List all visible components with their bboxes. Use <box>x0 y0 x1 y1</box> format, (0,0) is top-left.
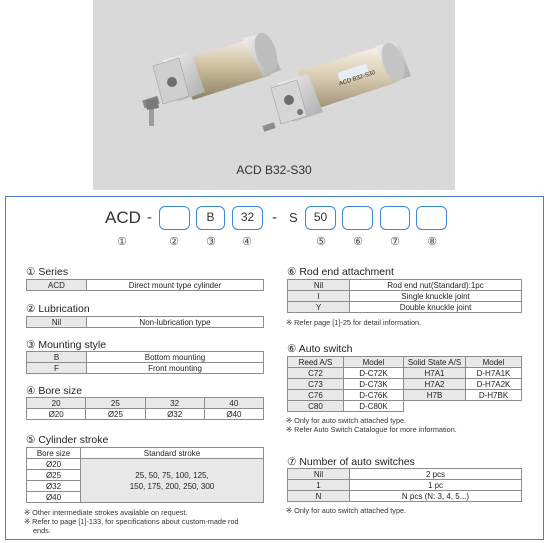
auto-switch-header: Model <box>344 357 404 368</box>
left-cylinder <box>142 30 282 126</box>
auto-switch-table <box>287 356 522 412</box>
code-number: ⑧ <box>427 236 437 248</box>
stroke-col-bore: Bore size <box>27 448 81 459</box>
code-box-switch-count <box>416 206 447 230</box>
bore-code: 20 <box>27 398 86 409</box>
rod-end-code: Y <box>288 302 350 313</box>
lubrication-title: ② Lubrication <box>26 303 90 315</box>
mounting-desc: Bottom mounting <box>87 352 264 363</box>
lubrication-code: Nil <box>27 317 87 328</box>
auto-switch-note: ※ Refer Auto Switch Catalogue for more information. <box>286 425 457 434</box>
bore-size: Ø20 <box>27 409 86 420</box>
code-prefix: ACD <box>105 208 141 227</box>
lubrication-table <box>26 316 264 328</box>
auto-switch-cell: D-C80K <box>344 401 404 412</box>
stroke-note: ※ Other intermediate strokes available on request. <box>24 508 188 517</box>
auto-switch-cell: D-H7A1K <box>466 368 522 379</box>
code-dash: - <box>147 209 152 226</box>
num-switches-code: Nil <box>288 469 350 480</box>
bore-size: Ø40 <box>204 409 263 420</box>
bore-code: 32 <box>145 398 204 409</box>
auto-switch-cell: H7A1 <box>404 368 466 379</box>
bore-title: ④ Bore size <box>26 385 83 397</box>
rod-end-table <box>287 279 522 313</box>
num-switches-desc: N pcs (N: 3, 4, 5...) <box>350 491 522 502</box>
code-box-stroke: 50 <box>305 206 336 230</box>
auto-switch-note: ※ Only for auto switch attached type. <box>286 416 407 425</box>
auto-switch-cell: D-C73K <box>344 379 404 390</box>
auto-switch-header: Reed A/S <box>288 357 344 368</box>
num-switches-table <box>287 468 522 502</box>
mounting-desc: Front mounting <box>87 363 264 374</box>
stroke-values <box>81 459 264 503</box>
series-title: ① Series <box>26 266 69 278</box>
num-switches-note: ※ Only for auto switch attached type. <box>286 506 407 515</box>
auto-switch-cell: D-H7A2K <box>466 379 522 390</box>
auto-switch-cell <box>404 401 466 412</box>
auto-switch-cell: D-H7BK <box>466 390 522 401</box>
rod-end-note: ※ Refer page [1]-25 for detail information. <box>286 318 422 327</box>
rod-end-desc: Double knuckle joint <box>350 302 522 313</box>
mounting-code: B <box>27 352 87 363</box>
auto-switch-cell: D-C72K <box>344 368 404 379</box>
auto-switch-cell: C72 <box>288 368 344 379</box>
rod-end-desc: Rod end nut(Standard):1pc <box>350 280 522 291</box>
code-dash: - <box>272 209 277 226</box>
mounting-code: F <box>27 363 87 374</box>
mounting-table <box>26 351 264 374</box>
code-number: ④ <box>242 236 252 248</box>
code-number: ⑤ <box>316 236 326 248</box>
stroke-values-line1: 25, 50, 75, 100, 125, <box>135 470 209 480</box>
code-number: ② <box>169 236 179 248</box>
bore-code: 25 <box>86 398 145 409</box>
stroke-bore: Ø20 <box>27 459 81 470</box>
stroke-bore: Ø25 <box>27 470 81 481</box>
num-switches-desc: 1 pc <box>350 480 522 491</box>
stroke-bore: Ø40 <box>27 492 81 503</box>
right-cylinder <box>262 40 411 132</box>
series-table <box>26 279 264 291</box>
auto-switch-header: Solid State A/S <box>404 357 466 368</box>
num-switches-code: N <box>288 491 350 502</box>
rod-end-desc: Single knuckle joint <box>350 291 522 302</box>
stroke-col-standard: Standard stroke <box>81 448 264 459</box>
auto-switch-title: ⑥ Auto switch <box>287 343 353 355</box>
num-switches-title: ⑦ Number of auto switches <box>287 456 415 468</box>
series-desc: Direct mount type cylinder <box>87 280 264 291</box>
stroke-bore: Ø32 <box>27 481 81 492</box>
num-switches-desc: 2 pcs <box>350 469 522 480</box>
auto-switch-cell: H7A2 <box>404 379 466 390</box>
code-box-bore: 32 <box>232 206 263 230</box>
rod-end-code: I <box>288 291 350 302</box>
stroke-title: ⑤ Cylinder stroke <box>26 434 109 446</box>
lubrication-desc: Non-lubrication type <box>87 317 264 328</box>
bore-table <box>26 397 264 420</box>
num-switches-code: 1 <box>288 480 350 491</box>
bore-size: Ø25 <box>86 409 145 420</box>
bore-size: Ø32 <box>145 409 204 420</box>
auto-switch-cell: D-C76K <box>344 390 404 401</box>
mounting-title: ③ Mounting style <box>26 339 107 351</box>
cylinder-label: ACD B32-S30 <box>338 70 377 88</box>
code-number: ⑦ <box>390 236 400 248</box>
cylinder-illustration <box>93 0 455 160</box>
auto-switch-cell: C76 <box>288 390 344 401</box>
rod-end-code: Nil <box>288 280 350 291</box>
auto-switch-cell: H7B <box>404 390 466 401</box>
auto-switch-cell: C73 <box>288 379 344 390</box>
stroke-table <box>26 447 264 503</box>
auto-switch-cell: C80 <box>288 401 344 412</box>
code-box-auto-switch <box>380 206 410 230</box>
series-code: ACD <box>27 280 87 291</box>
code-number: ⑥ <box>353 236 363 248</box>
stroke-note: ends. <box>33 526 51 535</box>
product-photo <box>93 0 455 190</box>
bore-code: 40 <box>204 398 263 409</box>
code-box-lubrication <box>159 206 190 230</box>
code-box-mounting: B <box>196 206 225 230</box>
rod-end-title: ⑥ Rod end attachment <box>287 266 394 278</box>
code-number: ③ <box>206 236 216 248</box>
auto-switch-header: Model <box>466 357 522 368</box>
stroke-note: ※ Refer to page [1]-133, for specifications about custom-made rod <box>24 517 239 526</box>
code-stroke-letter: S <box>289 210 298 225</box>
stroke-values-line2: 150, 175, 200, 250, 300 <box>129 481 215 491</box>
code-box-rod-end <box>342 206 373 230</box>
auto-switch-cell <box>466 401 522 412</box>
code-number: ① <box>117 236 127 248</box>
photo-caption: ACD B32-S30 <box>236 163 312 177</box>
